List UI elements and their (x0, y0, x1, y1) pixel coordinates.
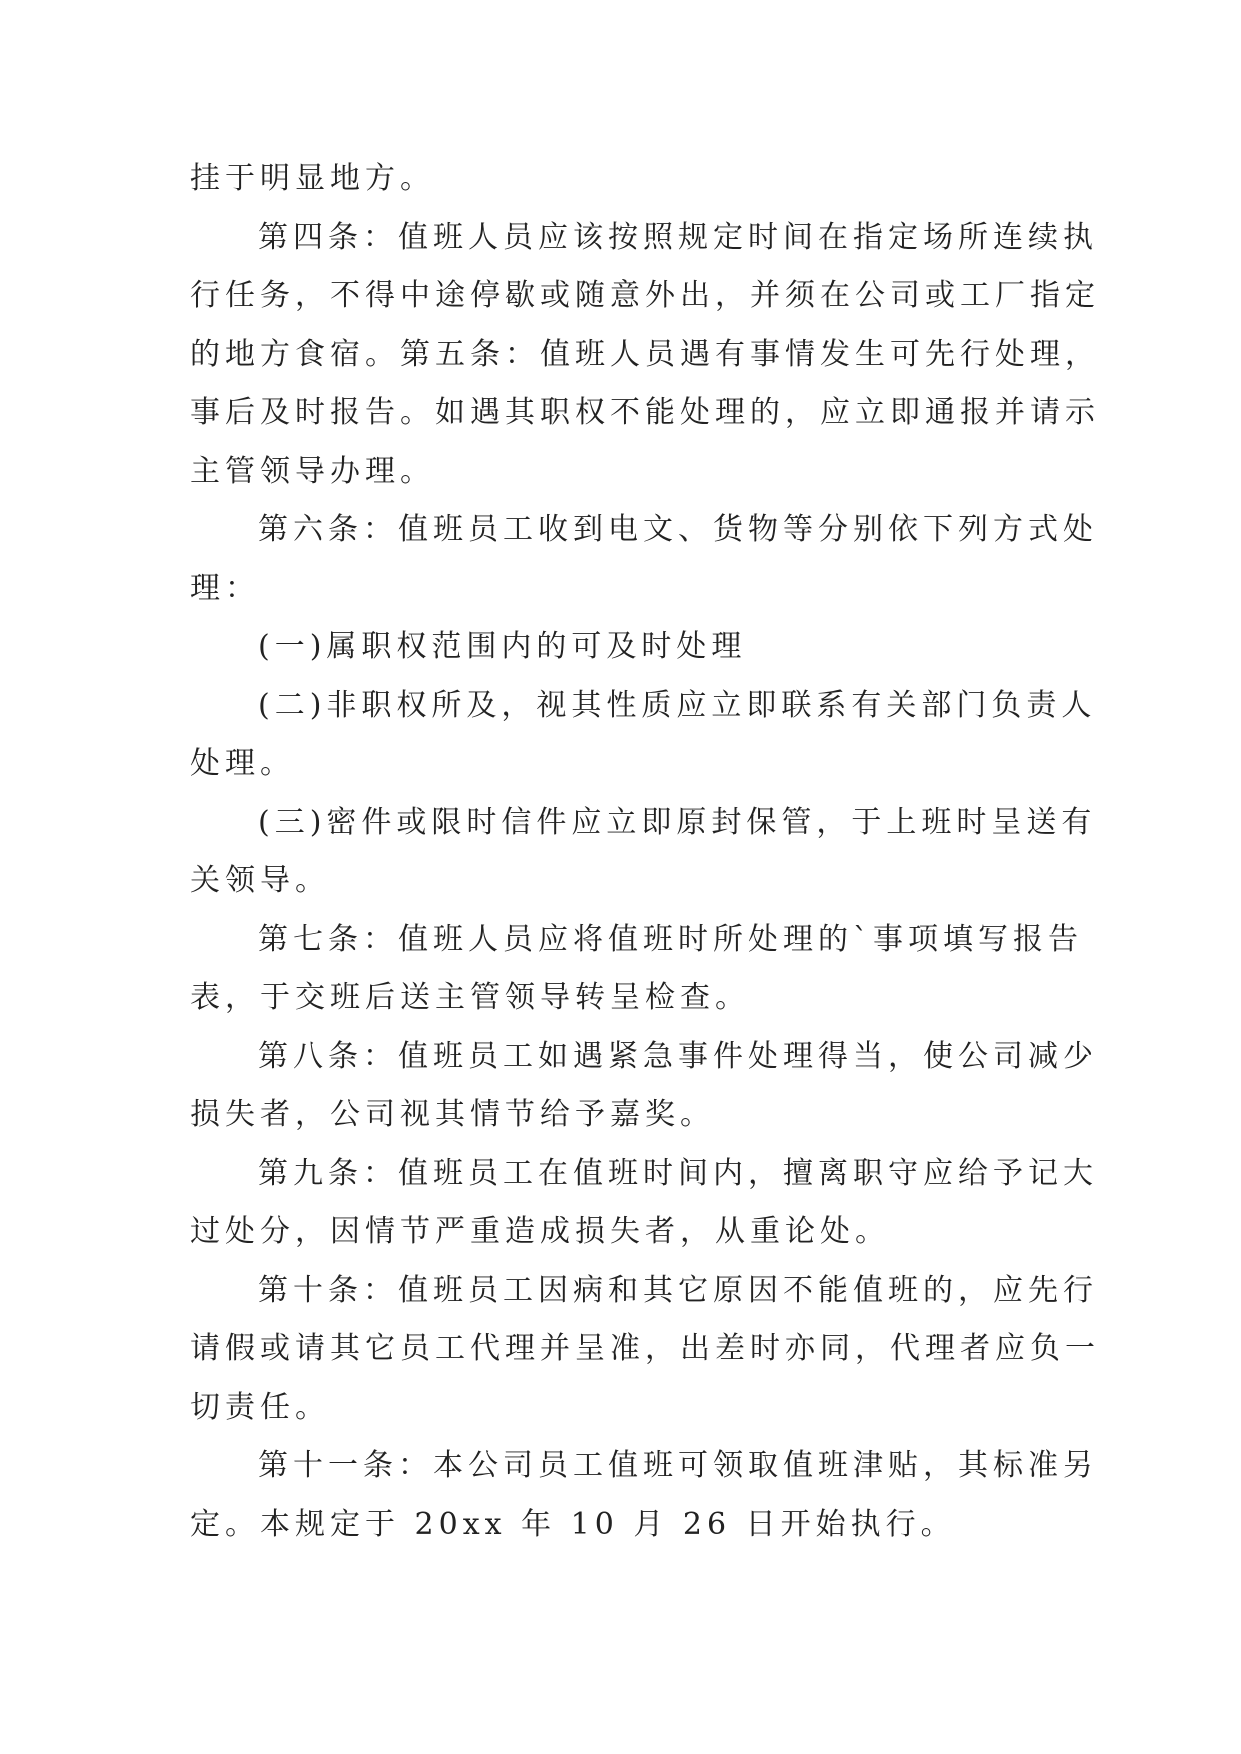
text-line: 第七条：值班人员应将值班时所处理的`事项填写报告 (258, 921, 1083, 957)
text-line: 第六条：值班员工收到电文、货物等分别依下列方式处 (258, 512, 1098, 547)
text-line: 主管领导办理。 (190, 453, 435, 489)
text-line: 第十条：值班员工因病和其它原因不能值班的，应先行 (258, 1272, 1098, 1308)
document-body (190, 150, 1100, 1554)
text-line: 第十一条：本公司员工值班可领取值班津贴，其标准另 (258, 1448, 1098, 1483)
paragraph-item-2 (190, 677, 1097, 794)
paragraph-article-4-5 (190, 209, 1100, 502)
paragraph-item-3 (190, 794, 1097, 911)
text-line: 请假或请其它员工代理并呈准，出差时亦同，代理者应负一 (190, 1331, 1100, 1366)
text-line: 的地方食宿。第五条：值班人员遇有事情发生可先行处理， (190, 336, 1100, 372)
text-line: 处理。 (190, 746, 295, 781)
text-line: (二)非职权所及，视其性质应立即联系有关部门负责人 (258, 687, 1097, 723)
paragraph-article-9 (190, 1145, 1098, 1262)
text-line: (三)密件或限时信件应立即原封保管，于上班时呈送有 (258, 804, 1097, 840)
text-line: (一)属职权范围内的可及时处理 (258, 629, 747, 664)
text-line: 第八条：值班员工如遇紧急事件处理得当，使公司减少 (258, 1038, 1098, 1074)
paragraph-article-11 (190, 1437, 1098, 1554)
text-line: 事后及时报告。如遇其职权不能处理的，应立即通报并请示 (190, 395, 1100, 430)
text-line: 第四条：值班人员应该按照规定时间在指定场所连续执 (258, 219, 1098, 255)
text-line: 理： (190, 570, 260, 606)
paragraph-item-1 (190, 618, 1060, 677)
text-line: 第九条：值班员工在值班时间内，擅离职守应给予记大 (258, 1155, 1098, 1191)
text-line: 过处分，因情节严重造成损失者，从重论处。 (190, 1214, 890, 1249)
text-line: 切责任。 (190, 1389, 330, 1425)
text-line: 挂于明显地方。 (190, 161, 435, 196)
paragraph-article-7 (190, 911, 1083, 1028)
text-line: 损失者，公司视其情节给予嘉奖。 (190, 1097, 715, 1132)
text-line: 定。本规定于 20xx 年 10 月 26 日开始执行。 (190, 1506, 956, 1542)
text-line: 行任务，不得中途停歇或随意外出，并须在公司或工厂指定 (190, 278, 1100, 313)
paragraph-article-6 (190, 501, 1098, 618)
text-line: 关领导。 (190, 863, 330, 898)
text-line: 表，于交班后送主管领导转呈检查。 (190, 980, 750, 1015)
paragraph-article-10 (190, 1262, 1100, 1438)
paragraph-article-8 (190, 1028, 1098, 1145)
paragraph-continuation (190, 150, 1060, 209)
